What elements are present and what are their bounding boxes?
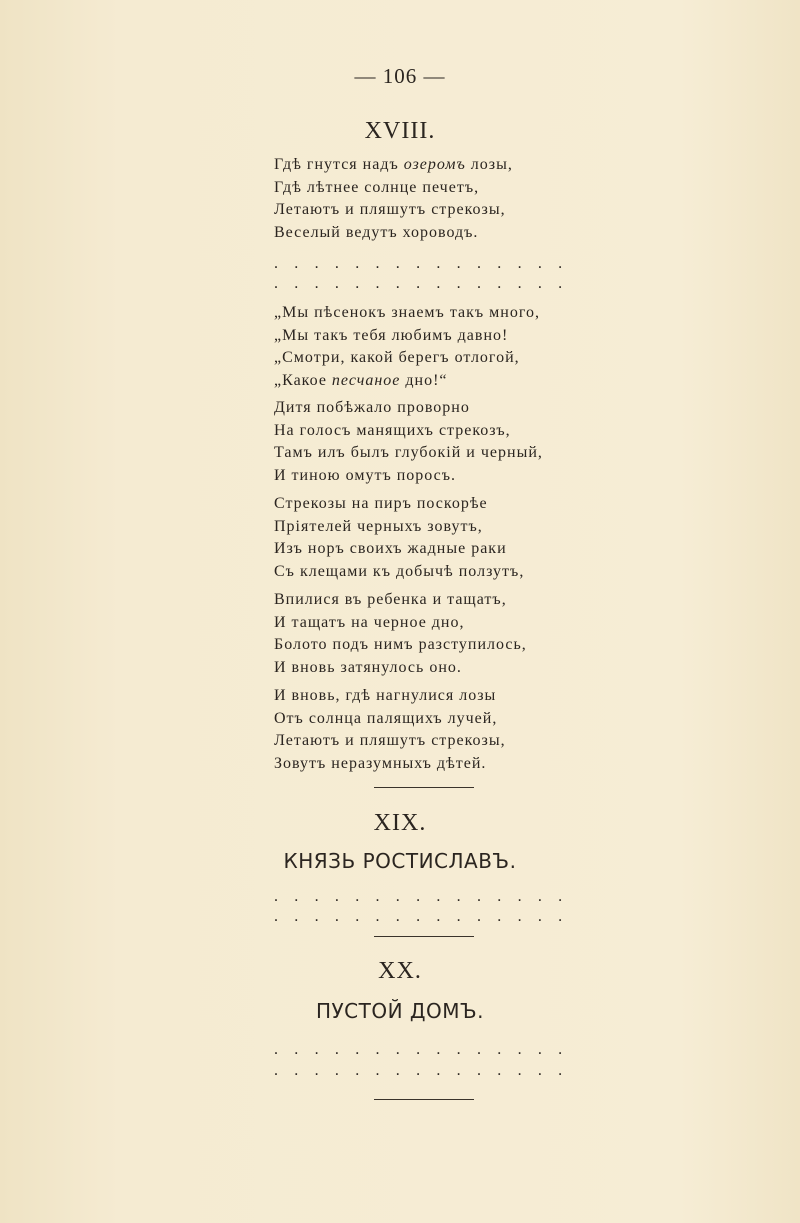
stanza-2 [274,302,604,392]
ellipsis-row: . . . . . . . . . . . . . . . [274,275,563,292]
stanza-1 [274,154,604,244]
ellipsis-row: . . . . . . . . . . . . . . . [274,1062,563,1079]
verse-line: Болото подъ нимъ разступилось, [274,636,527,653]
section-divider [374,936,474,937]
verse-line: И тиною омутъ поросъ. [274,466,457,484]
ellipsis-row: . . . . . . . . . . . . . . . [274,888,563,905]
stanza-5 [274,589,604,679]
verse-line: Впилися въ ребенка и тащатъ, [274,591,507,608]
section-title-xx: ПУСТОЙ ДОМЪ. [315,999,485,1023]
stanza-6 [274,685,604,775]
verse-line: „Какое песчаное дно!“ [274,371,448,389]
verse-line: Зовутъ неразумныхъ дѣтей. [274,754,487,772]
verse-line: И тащатъ на черное дно, [274,613,465,631]
verse-line: На голосъ манящихъ стрекозъ, [274,421,511,439]
section-heading-xix: XIX. [373,810,427,836]
verse-line: „Смотри, какой берегъ отлогой, [274,349,520,366]
emphasized-word: озеромъ [403,156,466,173]
section-heading-xx: XX. [378,958,422,984]
section-divider [374,1099,474,1100]
ellipsis-row: . . . . . . . . . . . . . . . [274,908,563,925]
section-heading-xviii: XVIII. [364,118,436,144]
verse-line: Тамъ илъ былъ глубокій и черный, [274,444,543,461]
verse-line: Летаютъ и пляшутъ стрекозы, [274,201,506,218]
verse-line: Дитя побѣжало проворно [274,399,470,416]
verse-line: Летаютъ и пляшутъ стрекозы, [274,732,506,749]
ellipsis-row: . . . . . . . . . . . . . . . [274,1041,563,1058]
verse-line: Стрекозы на пиръ поскорѣе [274,495,488,512]
page-number: — 106 — [354,64,446,88]
verse-line: Веселый ведутъ хороводъ. [274,223,479,241]
verse-line: Гдѣ гнутся надъ озеромъ лозы, [274,156,513,173]
emphasized-word: песчаное [331,371,401,389]
verse-line: „Мы такъ тебя любимъ давно! [274,326,509,344]
verse-line: И вновь, гдѣ нагнулися лозы [274,687,497,704]
verse-line: Отъ солнца палящихъ лучей, [274,709,498,727]
verse-line: И вновь затянулось оно. [274,658,462,676]
stanza-4 [274,493,604,583]
verse-line: Изъ норъ своихъ жадные раки [274,540,507,557]
verse-line: Гдѣ лѣтнее солнце печетъ, [274,178,480,196]
section-title-xix: КНЯЗЬ РОСТИСЛАВЪ. [283,849,517,873]
verse-line: Пріятелей черныхъ зовутъ, [274,517,483,535]
stanza-3 [274,397,604,487]
verse-line: „Мы пѣсенокъ знаемъ такъ много, [274,304,541,321]
ellipsis-row: . . . . . . . . . . . . . . . [274,255,563,272]
section-divider [374,787,474,788]
verse-line: Съ клещами къ добычѣ ползутъ, [274,562,525,580]
